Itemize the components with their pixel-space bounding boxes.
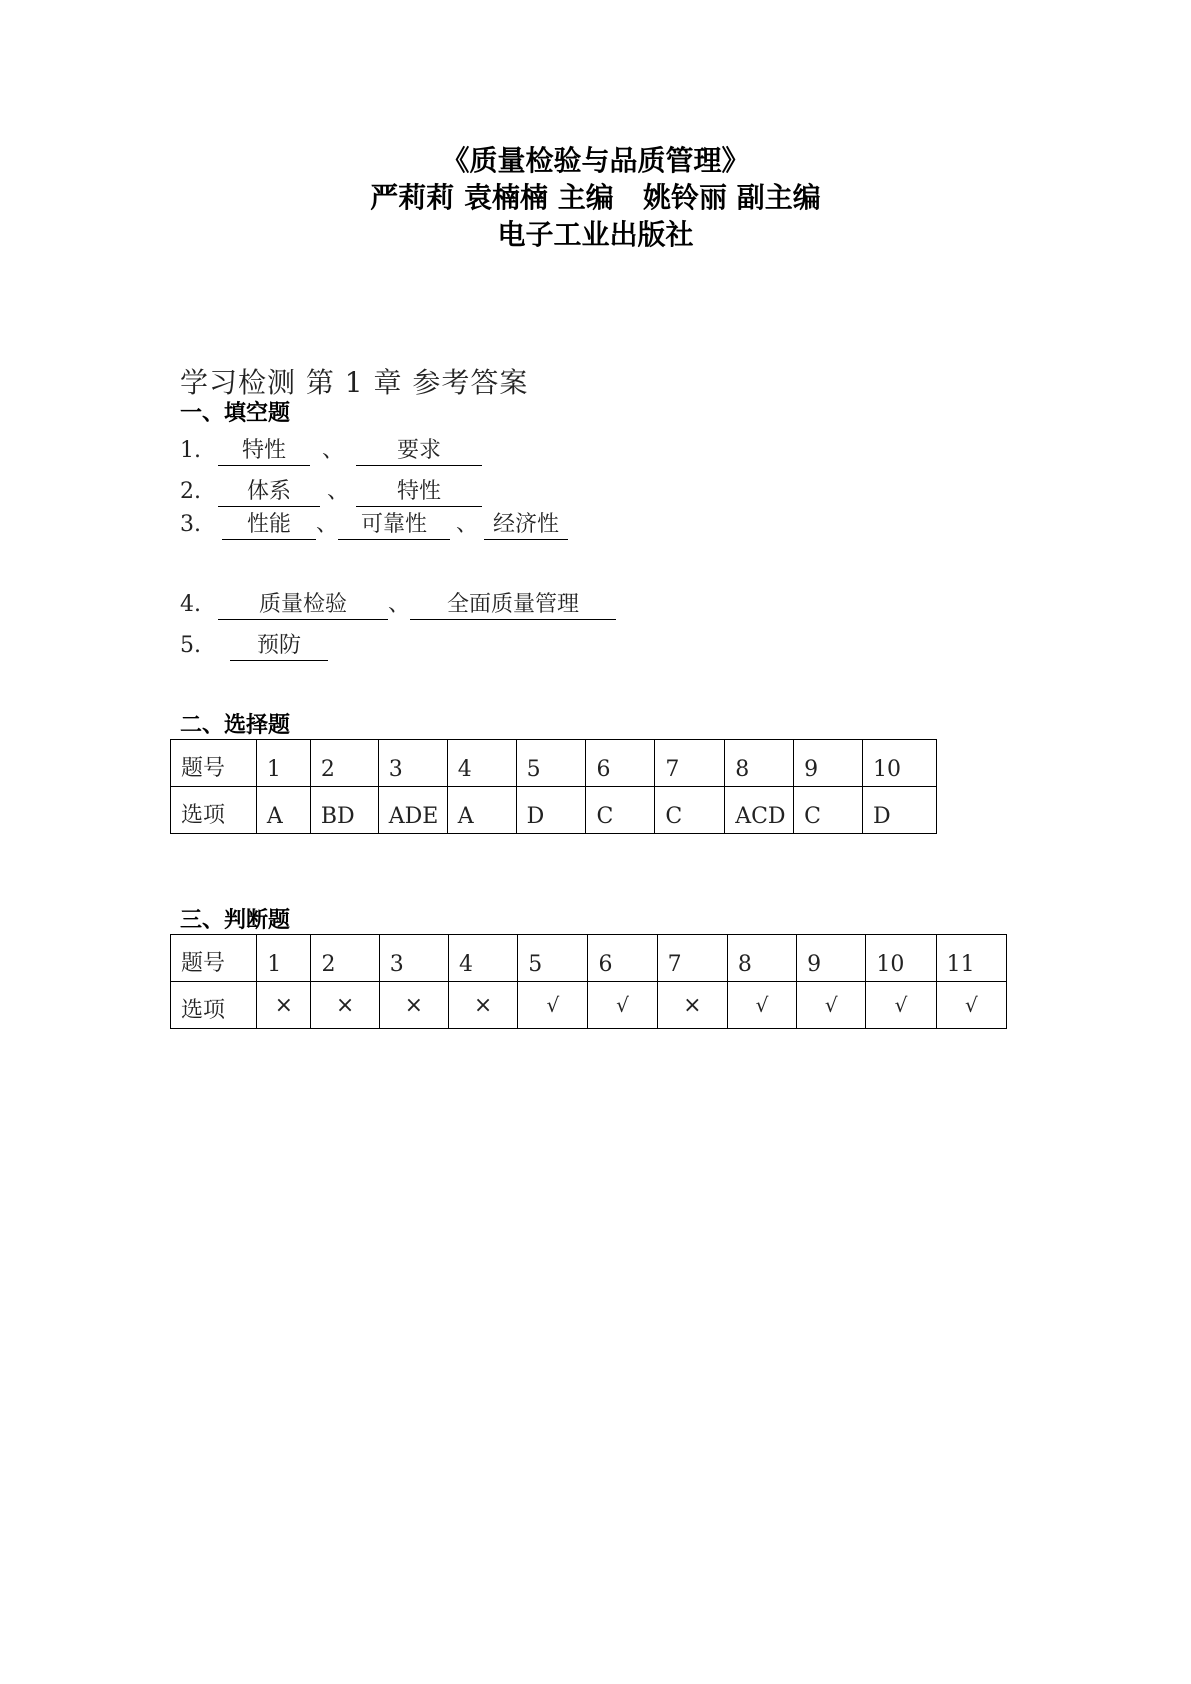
separator: 、 (388, 592, 411, 617)
question-number: 5 (516, 740, 586, 787)
title-block (0, 142, 1191, 253)
answer-cell: C (586, 787, 655, 834)
multiple-choice-table (170, 739, 937, 834)
row-label: 题号 (171, 740, 257, 787)
row-label: 题号 (171, 935, 257, 982)
separator: 、 (316, 512, 339, 537)
question-number: 9 (794, 740, 863, 787)
question-number: 2 (310, 740, 378, 787)
question-number: 11 (936, 935, 1006, 982)
item-number: 3. (180, 512, 201, 537)
question-number: 7 (657, 935, 727, 982)
book-title: 《质量检验与品质管理》 (441, 144, 750, 177)
answer-cell: D (516, 787, 586, 834)
answer-cell: A (256, 787, 310, 834)
table-row (171, 740, 937, 787)
fill-in-item-4 (180, 591, 616, 620)
editors-line: 严莉莉 袁楠楠 主编 姚铃丽 副主编 (370, 181, 821, 214)
question-number: 6 (588, 935, 657, 982)
item-number: 2. (180, 479, 201, 504)
question-number: 7 (655, 740, 725, 787)
section-title: 学习检测 第 1 章 参考答案 (180, 366, 529, 399)
table-row (171, 935, 1007, 982)
question-number: 1 (257, 935, 311, 982)
answer-cell: C (655, 787, 725, 834)
question-number: 8 (727, 935, 796, 982)
answer-cell: D (863, 787, 937, 834)
check-mark: √ (866, 982, 936, 1029)
answer-blank: 可靠性 (338, 512, 450, 540)
true-false-heading: 三、判断题 (180, 908, 291, 933)
separator: 、 (326, 479, 349, 504)
fill-in-item-5 (180, 632, 328, 661)
publisher: 电子工业出版社 (497, 218, 694, 251)
check-mark: √ (936, 982, 1006, 1029)
answer-blank: 体系 (218, 479, 320, 507)
multiple-choice-heading: 二、选择题 (180, 713, 291, 738)
separator: 、 (455, 512, 478, 537)
check-mark: √ (588, 982, 657, 1029)
answer-blank: 质量检验 (218, 592, 388, 620)
answer-blank: 特性 (356, 479, 482, 507)
answer-cell: ACD (725, 787, 794, 834)
check-mark: √ (797, 982, 866, 1029)
row-label: 选项 (171, 787, 257, 834)
fill-in-item-2 (180, 478, 482, 507)
answer-blank: 特性 (218, 438, 310, 466)
wrong-mark: × (311, 982, 379, 1029)
answer-cell: BD (310, 787, 378, 834)
question-number: 8 (725, 740, 794, 787)
fill-in-heading: 一、填空题 (180, 401, 291, 426)
question-number: 10 (866, 935, 936, 982)
answer-blank: 预防 (230, 633, 328, 661)
table-row (171, 982, 1007, 1029)
item-number: 1. (180, 438, 201, 463)
separator: 、 (321, 438, 344, 463)
question-number: 4 (448, 935, 517, 982)
answer-cell: A (447, 787, 516, 834)
question-number: 3 (379, 935, 448, 982)
check-mark: √ (518, 982, 588, 1029)
wrong-mark: × (257, 982, 311, 1029)
question-number: 5 (518, 935, 588, 982)
wrong-mark: × (448, 982, 517, 1029)
question-number: 6 (586, 740, 655, 787)
wrong-mark: × (379, 982, 448, 1029)
table-row (171, 787, 937, 834)
row-label: 选项 (171, 982, 257, 1029)
true-false-table (170, 934, 1007, 1029)
answer-blank: 全面质量管理 (410, 592, 616, 620)
item-number: 4. (180, 592, 201, 617)
wrong-mark: × (657, 982, 727, 1029)
answer-blank: 要求 (356, 438, 482, 466)
question-number: 4 (447, 740, 516, 787)
answer-cell: ADE (378, 787, 447, 834)
question-number: 1 (256, 740, 310, 787)
question-number: 9 (797, 935, 866, 982)
answer-cell: C (794, 787, 863, 834)
question-number: 3 (378, 740, 447, 787)
fill-in-item-1 (180, 437, 482, 466)
fill-in-item-3 (180, 511, 568, 540)
answer-blank: 性能 (222, 512, 316, 540)
question-number: 2 (311, 935, 379, 982)
check-mark: √ (727, 982, 796, 1029)
item-number: 5. (180, 633, 201, 658)
answer-blank: 经济性 (484, 512, 568, 540)
question-number: 10 (863, 740, 937, 787)
